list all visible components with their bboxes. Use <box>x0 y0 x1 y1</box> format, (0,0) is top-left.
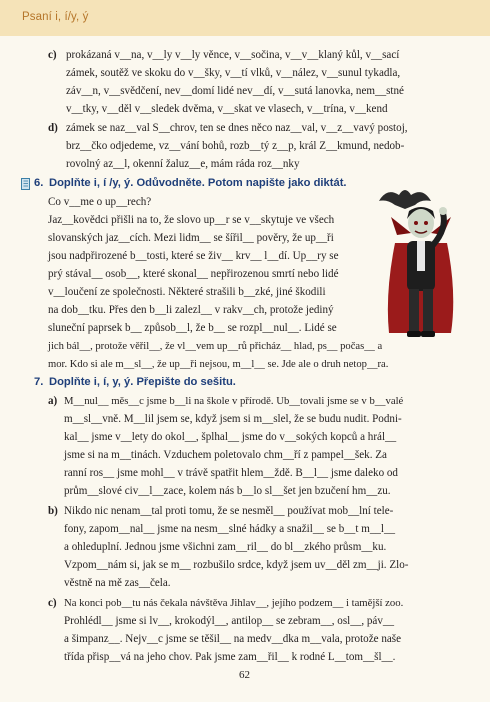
item-marker-c-top: c) <box>48 49 57 61</box>
item-marker-d: d) <box>48 122 58 134</box>
text-line: a šimpanz__. Nejv__c jsme se těšil__ na medv__dka m__vala, protože naše <box>64 633 402 645</box>
text-line: zámek se naz__val S__chrov, ten se dnes něco naz__val, v__z__vavý postoj, <box>66 122 408 134</box>
text-line: mor. Kdo si ale m__sl__, že up__ři nejsou, m__l__ se. Jde ale o druh netop__ra. <box>48 359 389 370</box>
text-line: na dob__tku. Přes den b__li zalezl__ v rakv__ch, protože jediný <box>48 304 334 316</box>
text-line: ranní ros__ jsme mohl__ v trávě spatřit hlem__ždě. B__l__ jsme daleko od <box>64 467 398 479</box>
exercise-6-number: 6. <box>34 177 44 189</box>
text-line: sluneční paprsek b__ způsob__l, že b__ se rozpl__nul__. Lidé se <box>48 322 337 334</box>
text-line: jsme si na m__tinách. Vzduchem poletovalo chm__ří z pampel__šek. Za <box>64 449 387 461</box>
vampire-bat-illustration <box>377 183 463 353</box>
text-line: prokázaná v__na, v__ly v__ly věnce, v__sočina, v__v__klaný kůl, v__sací <box>66 49 400 61</box>
book-icon <box>21 178 31 190</box>
item-marker-a: a) <box>48 395 58 407</box>
exercise-6-instruction: Doplňte i, í /y, ý. Odůvodněte. Potom napište jako diktát. <box>49 177 347 189</box>
text-line: jsou nadpřirozené b__tosti, které se živ__ krv__ l__dí. Up__ry se <box>48 250 339 262</box>
text-line: věstně na mě zas__čela. <box>64 577 171 589</box>
exercise-7-number: 7. <box>34 376 44 388</box>
text-line: Prohlédl__ jsme si lv__, krokodýl__, antilop__ se zebram__, osl__, páv__ <box>64 615 395 627</box>
text-line: v__loučení ze společnosti. Některé strašili b__zké, jiné škodili <box>48 286 326 298</box>
header-band <box>0 0 490 36</box>
text-line: Jaz__kovědci přišli na to, že slovo up__r se v__skytuje ve všech <box>48 214 335 226</box>
text-line: Nikdo nic nenam__tal proti tomu, že se nesměl__ používat mob__lní tele- <box>64 505 394 517</box>
text-line: M__nul__ měs__c jsme b__li na škole v přírodě. Ub__tovali jsme se v b__valé <box>64 395 404 407</box>
text-line: prům__slové civ__l__zace, kolem nás b__lo sl__šet jen bzučení hm__zu. <box>64 485 391 497</box>
exercise-6-subtitle: Co v__me o up__rech? <box>48 196 152 208</box>
item-marker-c: c) <box>48 597 57 609</box>
section-title: Psaní i, í/y, ý <box>22 11 89 23</box>
text-line: rovolný az__l, okenní žaluz__e, mám ráda roz__nky <box>66 158 300 170</box>
exercise-7-instruction: Doplňte i, í, y, ý. Přepište do sešitu. <box>49 376 236 388</box>
text-line: fony, zapom__nal__ jsme na nesm__slné hádky a snažil__ se b__t m__l__ <box>64 523 396 535</box>
text-line: v__tky, v__děl v__sledek dvěma, v__skat ve vlasech, v__trína, v__kend <box>66 103 388 115</box>
text-line: třída přisp__vá na jeho chov. Pak jsme zam__řil__ k rodné L__tom__šl__. <box>64 651 396 663</box>
item-marker-b: b) <box>48 505 58 517</box>
text-line: prý stával__ osob__, které skonal__ nepřirozenou smrtí nebo lidé <box>48 268 339 280</box>
text-line: m__sl__vně. M__lil jsem se, když jsem si m__slel, že se budu nudit. Podni- <box>64 413 402 425</box>
text-line: Na konci pob__tu nás čekala návštěva Jihlav__, jejího podzem__ i tamější zoo. <box>64 597 404 609</box>
text-line: Vzpom__nám si, jak se m__ rozbušilo srdce, když jsem uv__děl zm__ji. Zlo- <box>64 559 409 571</box>
text-line: kal__ jsme v__lety do okol__, šplhal__ jsme do v__sokých kopců a hrál__ <box>64 431 397 443</box>
text-line: zámek, soutěž ve skoku do v__šky, v__tí vlků, v__nález, v__sunul tykadla, <box>66 67 401 79</box>
page-number: 62 <box>239 669 250 681</box>
text-line: slovanských jaz__cích. Mezi lidm__ se šířil__ pověry, že up__ři <box>48 232 334 244</box>
text-line: a ohleduplní. Jednou jsme všichni zam__ril__ do bl__zkého průsm__ku. <box>64 541 387 553</box>
text-line: brz__čko odjedeme, vz__vání bohů, rozb__tý z__p, král Z__kmund, nedob- <box>66 140 405 152</box>
text-line: záv__n, v__svědčení, nev__domí lidé nev__dí, v__sutá lanovka, nem__stné <box>66 85 404 97</box>
text-line: jich bál__, protože věřil__, že vl__vem up__rů přicház__ hlad, ps__ počas__ a <box>48 341 383 352</box>
